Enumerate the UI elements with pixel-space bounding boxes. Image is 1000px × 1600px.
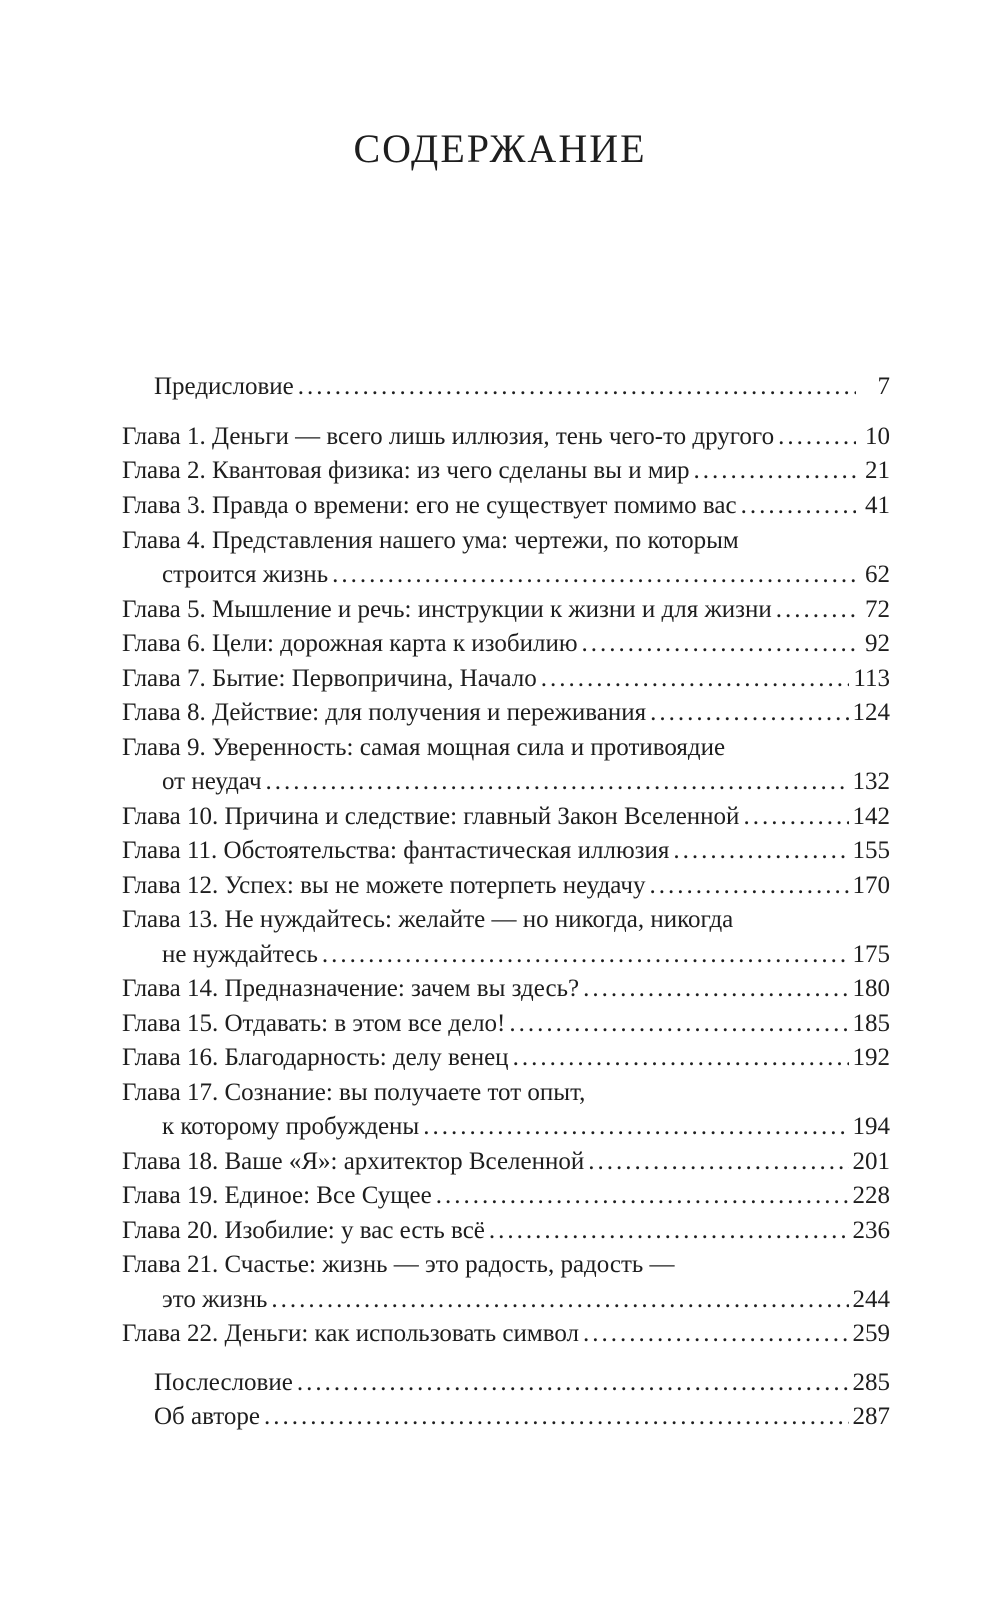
page-number: 92	[865, 630, 890, 657]
entry-title: Об авторе	[154, 1403, 260, 1430]
entry-title-continued: это жизнь	[162, 1286, 268, 1313]
page-number: 7	[877, 373, 890, 400]
toc-entry-chapter-19	[122, 1179, 890, 1213]
page-number: 10	[865, 423, 890, 450]
entry-title: Глава 2. Квантовая физика: из чего сделаны вы и мир	[122, 457, 690, 484]
dot-leader	[588, 1145, 848, 1179]
entry-title-continued: строится жизнь	[162, 561, 329, 588]
page-number: 113	[853, 665, 890, 692]
dot-leader	[694, 454, 856, 488]
page-number: 194	[852, 1113, 890, 1140]
page-number: 62	[865, 561, 890, 588]
toc-entry-chapter-10	[122, 800, 890, 834]
dot-leader	[776, 593, 856, 627]
toc-entry-about-author	[122, 1400, 890, 1434]
entry-title-continued: к которому пробуждены	[162, 1113, 420, 1140]
page-number: 287	[852, 1403, 890, 1430]
entry-title: Послесловие	[154, 1369, 293, 1396]
entry-title: Глава 16. Благодарность: делу венец	[122, 1044, 509, 1071]
toc-entry-afterword	[122, 1366, 890, 1400]
toc-entry-chapter-2	[122, 454, 890, 488]
entry-title: Предисловие	[154, 373, 294, 400]
page-number: 259	[852, 1320, 890, 1347]
entry-title: Глава 15. Отдавать: в этом все дело!	[122, 1010, 506, 1037]
dot-leader	[778, 420, 856, 454]
entry-title: Глава 7. Бытие: Первопричина, Начало	[122, 665, 537, 692]
toc-entry-chapter-17-line1	[122, 1076, 890, 1110]
toc-entry-chapter-15	[122, 1007, 890, 1041]
dot-leader	[298, 370, 856, 404]
dot-leader	[741, 489, 856, 523]
page-number: 180	[852, 975, 890, 1002]
dot-leader	[489, 1214, 849, 1248]
dot-leader	[650, 696, 848, 730]
toc-entry-chapter-13-line2	[122, 938, 890, 972]
page-number: 201	[852, 1148, 890, 1175]
entry-title: Глава 10. Причина и следствие: главный Закон Вселенной	[122, 803, 740, 830]
page-number: 185	[852, 1010, 890, 1037]
page-number: 124	[852, 699, 890, 726]
entry-title: Глава 12. Успех: вы не можете потерпеть неудачу	[122, 872, 646, 899]
dot-leader	[649, 869, 848, 903]
dot-leader	[271, 1283, 848, 1317]
toc-entry-chapter-16	[122, 1041, 890, 1075]
entry-title-continued: от неудач	[162, 768, 262, 795]
page-number: 132	[852, 768, 890, 795]
entry-title: Глава 9. Уверенность: самая мощная сила и противоядие	[122, 734, 726, 761]
entry-title: Глава 6. Цели: дорожная карта к изобилию	[122, 630, 578, 657]
entry-title: Глава 4. Представления нашего ума: чертежи, по которым	[122, 527, 739, 554]
toc-entry-chapter-5	[122, 593, 890, 627]
entry-title: Глава 5. Мышление и речь: инструкции к жизни и для жизни	[122, 596, 772, 623]
dot-leader	[743, 800, 848, 834]
entry-title: Глава 14. Предназначение: зачем вы здесь?	[122, 975, 580, 1002]
entry-title: Глава 20. Изобилие: у вас есть всё	[122, 1217, 485, 1244]
toc-entry-chapter-8	[122, 696, 890, 730]
toc-entry-chapter-21-line2	[122, 1283, 890, 1317]
toc-entry-chapter-6	[122, 627, 890, 661]
page-number: 41	[865, 492, 890, 519]
toc-entry-chapter-1	[122, 420, 890, 454]
toc-entry-chapter-9-line1	[122, 731, 890, 765]
entry-title: Глава 8. Действие: для получения и переживания	[122, 699, 647, 726]
page-number: 244	[852, 1286, 890, 1313]
dot-leader	[423, 1110, 848, 1144]
entry-title-continued: не нуждайтесь	[162, 941, 318, 968]
toc-entry-chapter-7	[122, 662, 890, 696]
dot-leader	[509, 1007, 848, 1041]
entry-title: Глава 22. Деньги: как использовать символ	[122, 1320, 579, 1347]
toc-entry-chapter-4-line1	[122, 524, 890, 558]
toc-entry-chapter-3	[122, 489, 890, 523]
page-number: 21	[865, 457, 890, 484]
toc-entry-chapter-13-line1	[122, 903, 890, 937]
page-number: 175	[852, 941, 890, 968]
entry-title: Глава 17. Сознание: вы получаете тот опыт,	[122, 1079, 586, 1106]
page-number: 236	[852, 1217, 890, 1244]
toc-entry-chapter-21-line1	[122, 1248, 890, 1282]
page-number: 285	[852, 1369, 890, 1396]
page-title: СОДЕРЖАНИЕ	[353, 126, 647, 171]
toc-entry-chapter-17-line2	[122, 1110, 890, 1144]
entry-title: Глава 1. Деньги — всего лишь иллюзия, тень чего-то другого	[122, 423, 775, 450]
page-number: 228	[852, 1182, 890, 1209]
toc-entry-chapter-22	[122, 1317, 890, 1351]
entry-title: Глава 3. Правда о времени: его не существует помимо вас	[122, 492, 737, 519]
dot-leader	[297, 1366, 849, 1400]
dot-leader	[436, 1179, 849, 1213]
toc-entry-chapter-12	[122, 869, 890, 903]
page-number: 72	[865, 596, 890, 623]
dot-leader	[673, 834, 848, 868]
entry-title: Глава 18. Ваше «Я»: архитектор Вселенной	[122, 1148, 585, 1175]
toc-entry-chapter-4-line2	[122, 558, 890, 592]
dot-leader	[322, 938, 849, 972]
dot-leader	[264, 1400, 849, 1434]
toc-entry-chapter-9-line2	[122, 765, 890, 799]
page-number: 142	[852, 803, 890, 830]
entry-title: Глава 19. Единое: Все Сущее	[122, 1182, 432, 1209]
toc-entry-chapter-18	[122, 1145, 890, 1179]
toc-entry-chapter-14	[122, 972, 890, 1006]
entry-title: Глава 21. Счастье: жизнь — это радость, радость —	[122, 1251, 675, 1278]
entry-title: Глава 11. Обстоятельства: фантастическая иллюзия	[122, 837, 670, 864]
page-number: 192	[852, 1044, 890, 1071]
dot-leader	[582, 627, 856, 661]
page-number: 155	[852, 837, 890, 864]
dot-leader	[583, 972, 848, 1006]
toc-entry-preface	[122, 370, 890, 404]
page-number: 170	[852, 872, 890, 899]
dot-leader	[266, 765, 849, 799]
entry-title: Глава 13. Не нуждайтесь: желайте — но никогда, никогда	[122, 906, 734, 933]
dot-leader	[541, 662, 850, 696]
toc-entry-chapter-11	[122, 834, 890, 868]
toc-entry-chapter-20	[122, 1214, 890, 1248]
dot-leader	[583, 1317, 849, 1351]
dot-leader	[513, 1041, 849, 1075]
dot-leader	[332, 558, 856, 592]
